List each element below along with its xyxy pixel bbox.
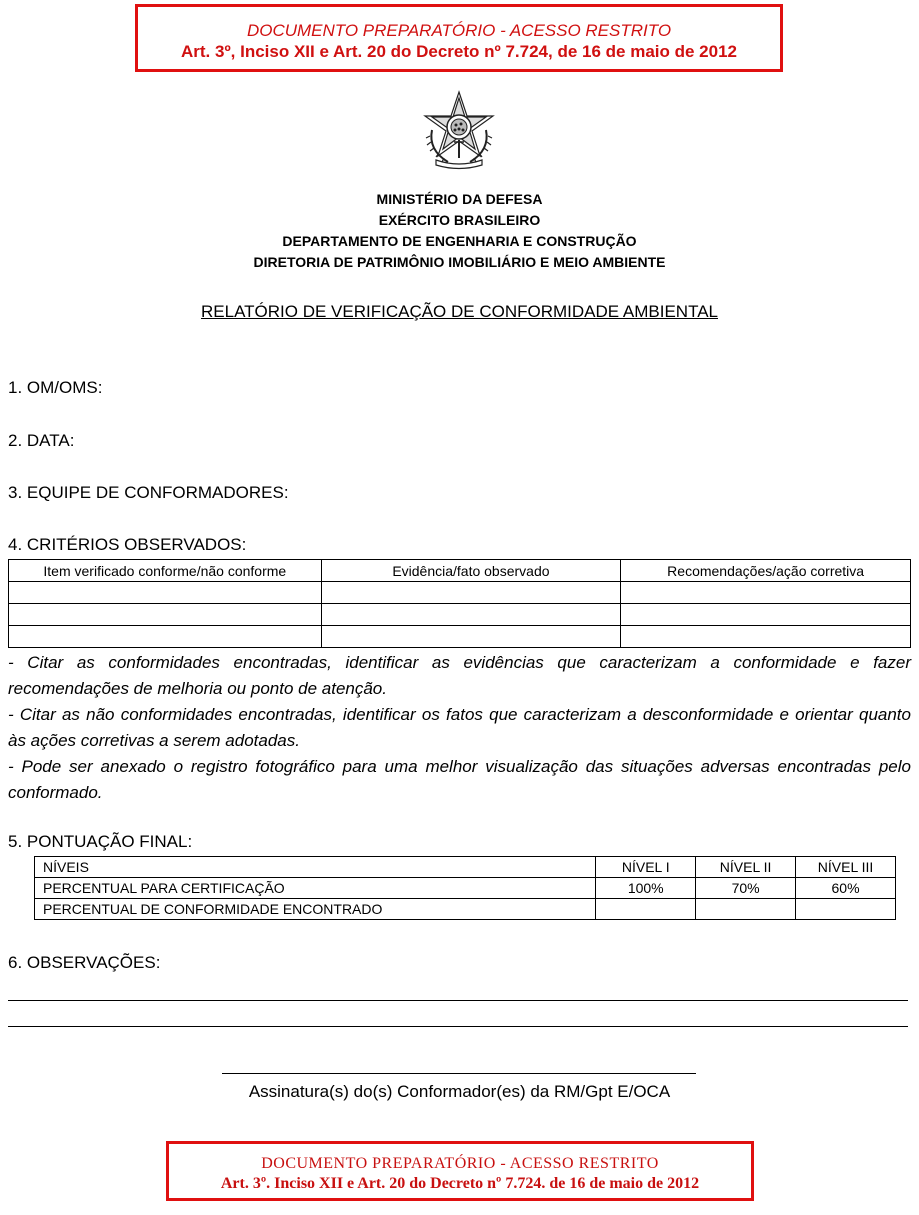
table-row [9,626,911,648]
section-team: 3. EQUIPE DE CONFORMADORES: [8,483,289,502]
table-row [35,878,896,899]
stamp-bottom-line1: DOCUMENTO PREPARATÓRIO - ACESSO RESTRITO [261,1155,659,1172]
table-cell: 70% [696,878,796,899]
observation-line[interactable] [8,1000,908,1001]
table-cell[interactable] [321,626,621,648]
table-cell: NÍVEIS [35,857,596,878]
note-item: - Pode ser anexado o registro fotográfico para uma melhor visualização das situações adversas encontradas pelo conformado. [8,757,911,802]
header-ministry: MINISTÉRIO DA DEFESA [376,191,543,207]
signature-line[interactable] [222,1073,696,1074]
table-cell: NÍVEL I [596,857,696,878]
header-directorate: DIRETORIA DE PATRIMÔNIO IMOBILIÁRIO E MEIO AMBIENTE [253,254,666,270]
table-cell: PERCENTUAL DE CONFORMIDADE ENCONTRADO [35,899,596,920]
table-row [9,582,911,604]
section-date: 2. DATA: [8,431,75,450]
document-title [0,302,919,322]
table-cell[interactable] [9,604,322,626]
note-item: - Citar as conformidades encontradas, identificar as evidências que caracterizam a conformidade e fazer recomendações de melhoria ou ponto de atenção. [8,653,911,698]
stamp-top-line2: Art. 3º, Inciso XII e Art. 20 do Decreto nº 7.724, de 16 de maio de 2012 [180,42,737,61]
table-cell[interactable] [596,899,696,920]
section-final-score: 5. PONTUAÇÃO FINAL: [8,832,193,851]
signature-caption: Assinatura(s) do(s) Conformador(es) da RM/Gpt E/OCA [248,1082,671,1101]
table-cell[interactable] [621,582,911,604]
table-cell: NÍVEL III [796,857,896,878]
header-army: EXÉRCITO BRASILEIRO [378,212,541,228]
document-title-text: RELATÓRIO DE VERIFICAÇÃO DE CONFORMIDADE AMBIENTAL [201,302,718,321]
header-department: DEPARTAMENTO DE ENGENHARIA E CONSTRUÇÃO [282,233,637,249]
table-header-cell: Item verificado conforme/não conforme [9,560,322,582]
criteria-table [8,559,911,648]
instructions-notes [8,650,911,806]
table-cell[interactable] [9,582,322,604]
table-cell[interactable] [321,582,621,604]
table-cell[interactable] [621,626,911,648]
table-row [35,899,896,920]
section-criteria: 4. CRITÉRIOS OBSERVADOS: [8,535,247,554]
table-header-cell: Recomendações/ação corretiva [621,560,911,582]
table-row [35,857,896,878]
restricted-access-stamp-top [135,4,783,72]
table-cell[interactable] [796,899,896,920]
table-header-row [9,560,911,582]
restricted-access-stamp-bottom [166,1141,754,1201]
table-cell: 60% [796,878,896,899]
coat-of-arms-brazil-icon [418,90,500,170]
table-cell: NÍVEL II [696,857,796,878]
table-cell[interactable] [621,604,911,626]
score-table [34,856,896,920]
observation-line[interactable] [8,1026,908,1027]
stamp-top-line1: DOCUMENTO PREPARATÓRIO - ACESSO RESTRITO [246,21,672,40]
table-cell: 100% [596,878,696,899]
table-cell[interactable] [696,899,796,920]
table-cell[interactable] [321,604,621,626]
table-cell[interactable] [9,626,322,648]
note-item: - Citar as não conformidades encontradas, identificar os fatos que caracterizam a desconformidade e orientar quanto às ações corretivas a serem adotadas. [8,705,911,750]
section-om-oms: 1. OM/OMS: [8,378,103,397]
table-row [9,604,911,626]
stamp-bottom-line2: Art. 3º. Inciso XII e Art. 20 do Decreto nº 7.724. de 16 de maio de 2012 [220,1175,700,1192]
table-header-cell: Evidência/fato observado [321,560,621,582]
table-cell: PERCENTUAL PARA CERTIFICAÇÃO [35,878,596,899]
section-observations: 6. OBSERVAÇÕES: [8,953,161,972]
institution-header [0,189,919,273]
